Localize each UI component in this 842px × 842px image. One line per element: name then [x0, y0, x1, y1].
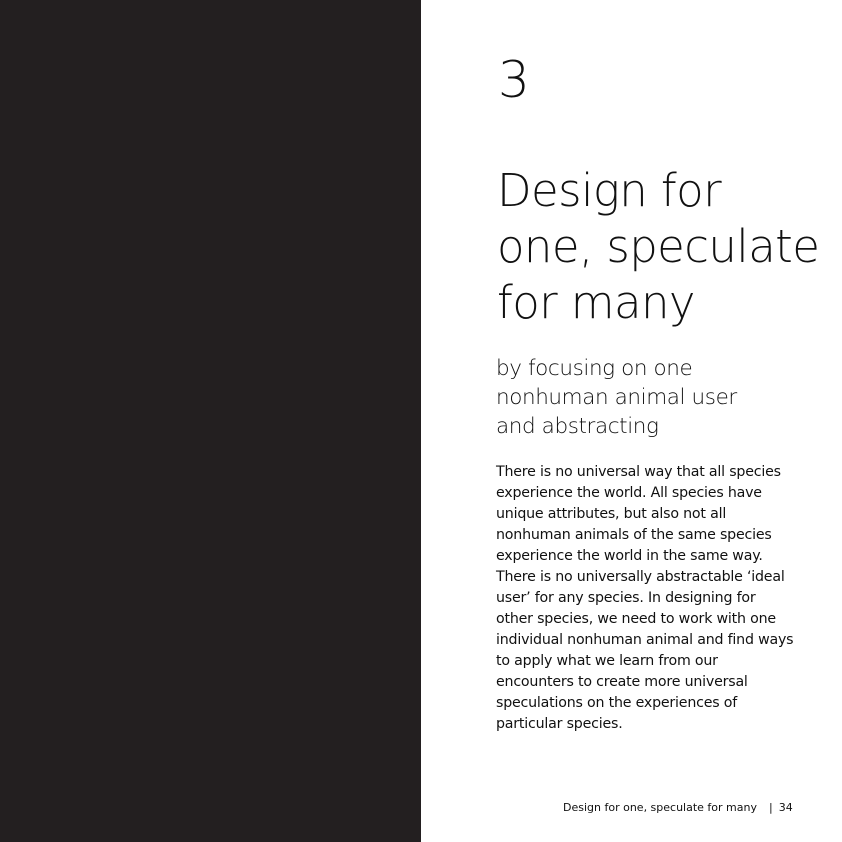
chapter-subtitle-line: and abstracting — [496, 414, 659, 439]
page-number: 34 — [778, 801, 793, 814]
page-footer — [563, 800, 793, 816]
body-paragraph: There is no universal way that all species experience the world. All species have unique attributes, but also not all nonhuman animals of the same species experience the world in the same way. There is no universally abstractable ‘ideal user’ for any species. In designing for other species, we need to work with one individual nonhuman animal and find ways to apply what we learn from our encounters to create more universal speculations on the experiences of particular species. — [496, 464, 794, 732]
chapter-title-line: one, speculate — [497, 220, 820, 273]
chapter-title-line: Design for — [497, 164, 721, 217]
chapter-number: 3 — [498, 51, 529, 109]
chapter-subtitle-line: by focusing on one — [496, 356, 693, 381]
chapter-title-line: for many — [497, 276, 695, 329]
chapter-subtitle — [496, 354, 796, 441]
chapter-title — [497, 163, 837, 331]
chapter-subtitle-line: nonhuman animal user — [496, 385, 737, 410]
footer-separator: | — [769, 801, 773, 814]
running-title: Design for one, speculate for many — [563, 801, 757, 814]
